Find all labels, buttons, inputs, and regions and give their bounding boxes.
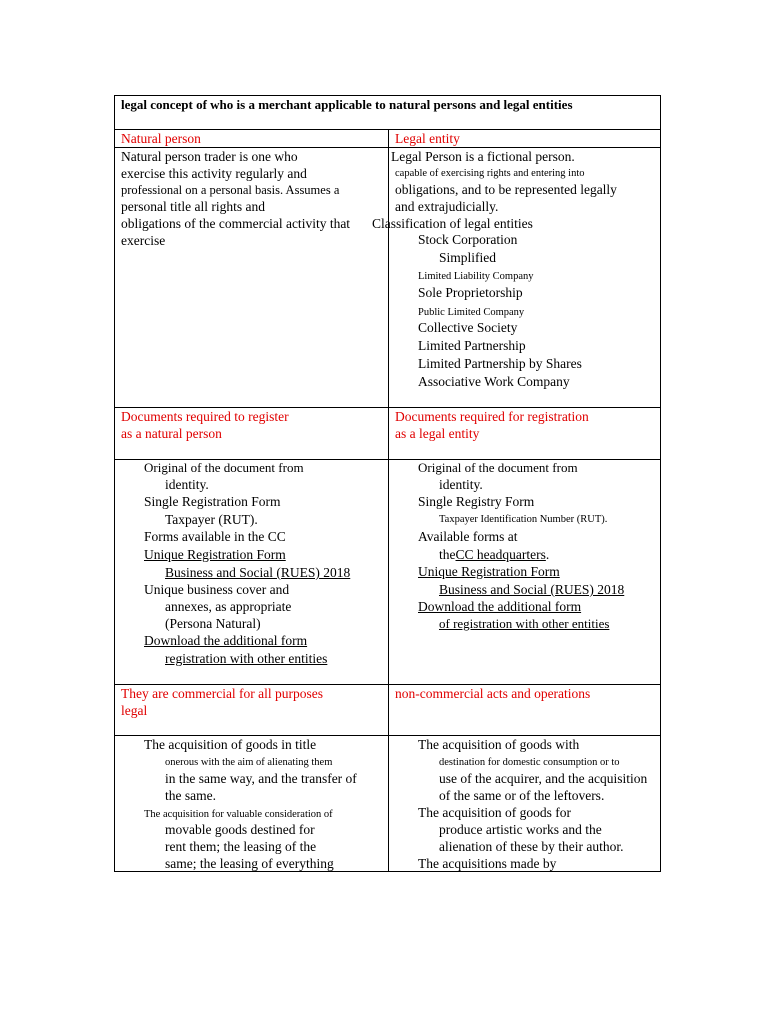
act-item: The acquisitions made by — [418, 856, 557, 871]
natural-definition-line: exercise — [121, 233, 166, 248]
entity-item: Limited Partnership by Shares — [418, 356, 582, 371]
act-item-continuation: alienation of these by their author. — [439, 839, 624, 854]
act-item-continuation: onerous with the aim of alienating them — [165, 757, 333, 768]
additional-form-link[interactable]: Download the additional form — [418, 599, 582, 614]
entity-item: Limited Partnership — [418, 338, 526, 353]
legal-entity-header: Legal entity — [395, 131, 460, 146]
document-item: Original of the document from — [144, 460, 304, 475]
classification-heading: Classification of legal entities — [372, 216, 533, 231]
documents-legal-header: as a legal entity — [395, 426, 480, 441]
act-item: The acquisition of goods with — [418, 737, 580, 752]
natural-definition-line: obligations of the commercial activity that — [121, 216, 351, 231]
additional-form-link-continuation[interactable]: registration with other entities — [165, 651, 328, 666]
document-item: Available forms at — [418, 529, 518, 544]
entity-item: Public Limited Company — [418, 307, 525, 318]
document-item — [418, 563, 560, 581]
entity-item-continuation: Simplified — [439, 250, 496, 265]
document-item: Single Registration Form — [144, 494, 281, 509]
legal-definition-line: obligations, and to be represented legally — [395, 182, 617, 197]
act-item: The acquisition of goods for — [418, 805, 571, 820]
document-item — [144, 632, 307, 650]
act-item-continuation: in the same way, and the transfer of — [165, 771, 357, 786]
commercial-acts-header: legal — [121, 703, 148, 718]
entity-item: Collective Society — [418, 320, 518, 335]
legal-definition-line: capable of exercising rights and entering into — [395, 168, 585, 179]
document-item-continuation: Taxpayer (RUT). — [165, 512, 258, 527]
act-item: The acquisition for valuable consideration of — [144, 809, 333, 820]
rues-form-link[interactable]: Unique Registration Form — [418, 564, 560, 579]
document-item: Unique business cover and — [144, 582, 290, 597]
act-item-continuation: of the same or of the leftovers. — [439, 788, 605, 803]
natural-definition-line: exercise this activity regularly and — [121, 166, 307, 181]
documents-legal-header: Documents required for registration — [395, 409, 589, 424]
natural-person-header: Natural person — [121, 131, 201, 146]
act-item-continuation: rent them; the leasing of the — [165, 839, 317, 854]
document-item-continuation: Taxpayer Identification Number (RUT). — [439, 514, 608, 525]
entity-item: Sole Proprietorship — [418, 285, 523, 300]
document-item: Original of the document from — [418, 460, 578, 475]
cc-headquarters-link[interactable]: CC headquarters — [455, 547, 546, 562]
additional-form-link[interactable]: Download the additional form — [144, 633, 308, 648]
act-item-continuation: produce artistic works and the — [439, 822, 602, 837]
non-commercial-acts-header: non-commercial acts and operations — [395, 686, 591, 701]
act-item-continuation: destination for domestic consumption or to — [439, 757, 620, 768]
documents-natural-header: as a natural person — [121, 426, 222, 441]
act-item-continuation: use of the acquirer, and the acquisition — [439, 771, 648, 786]
entity-item: Limited Liability Company — [418, 271, 534, 282]
act-item-continuation: same; the leasing of everything — [165, 856, 334, 871]
rues-form-link[interactable]: Unique Registration Form — [144, 547, 286, 562]
commercial-acts-header: They are commercial for all purposes — [121, 686, 324, 701]
entity-item: Associative Work Company — [418, 374, 570, 389]
column-divider — [388, 130, 389, 872]
act-item-continuation: movable goods destined for — [165, 822, 315, 837]
natural-definition-line: personal title all rights and — [121, 199, 265, 214]
document-item-continuation: (Persona Natural) — [165, 616, 261, 631]
entity-item: Stock Corporation — [418, 232, 518, 247]
rues-form-link-continuation[interactable]: Business and Social (RUES) 2018 — [165, 565, 351, 580]
natural-definition-line: professional on a personal basis. Assumes a — [121, 183, 340, 197]
document-item-continuation: identity. — [165, 477, 209, 492]
additional-form-link-continuation[interactable]: of registration with other entities — [439, 616, 610, 631]
documents-natural-header: Documents required to register — [121, 409, 289, 424]
document-item: Forms available in the CC — [144, 529, 286, 544]
document-item — [144, 546, 286, 564]
document-item-continuation: annexes, as appropriate — [165, 599, 292, 614]
document-item-continuation: identity. — [439, 477, 483, 492]
act-item: The acquisition of goods in title — [144, 737, 317, 752]
document-item-continuation: theCC headquarters. — [439, 547, 550, 562]
document-item — [418, 598, 581, 616]
legal-definition-line: and extrajudicially. — [395, 199, 499, 214]
legal-definition-line: Legal Person is a fictional person. — [391, 149, 575, 164]
rues-form-link-continuation[interactable]: Business and Social (RUES) 2018 — [439, 582, 625, 597]
natural-definition-line: Natural person trader is one who — [121, 149, 298, 164]
document-item: Single Registry Form — [418, 494, 535, 509]
act-item-continuation: the same. — [165, 788, 216, 803]
table-title: legal concept of who is a merchant applicable to natural persons and legal entities — [121, 97, 573, 112]
